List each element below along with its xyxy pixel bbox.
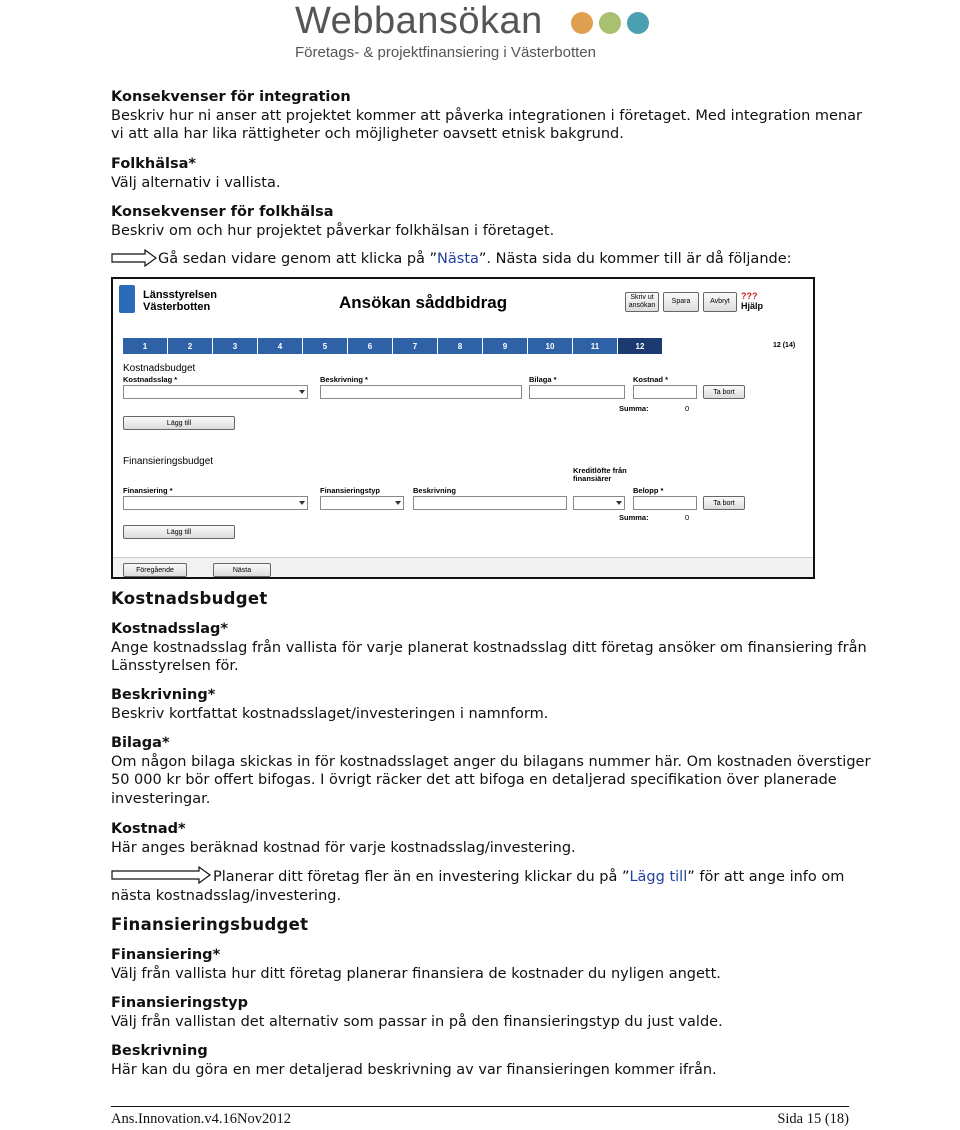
form-title: Ansökan såddbidrag	[339, 293, 508, 312]
summa2-label: Summa:	[619, 513, 649, 522]
logo-dots	[571, 12, 649, 34]
beskrivning2-heading: Beskrivning	[111, 1043, 208, 1059]
lagg-till-button-2[interactable]: Lägg till	[123, 525, 235, 539]
beskrivning-section	[111, 686, 871, 723]
step-tab[interactable]: 10	[528, 338, 572, 354]
konsekvenser-folkhalsa-text: Beskriv om och hur projektet påverkar folkhälsan i företaget.	[111, 222, 555, 239]
footer-page-number: Sida 15 (18)	[777, 1111, 849, 1127]
belopp-input[interactable]	[633, 496, 697, 510]
bilaga-heading: Bilaga*	[111, 735, 170, 751]
summa-label: Summa:	[619, 404, 649, 413]
kostnadsslag-text: Ange kostnadsslag från vallista för varje planerat kostnadsslag ditt företag ansöker om finansiering från Länsstyrelsen för.	[111, 639, 867, 674]
cancel-button[interactable]: Avbryt	[703, 292, 737, 312]
help-label: Hjälp	[741, 301, 764, 311]
step-tab[interactable]: 2	[168, 338, 212, 354]
step-tab[interactable]: 1	[123, 338, 167, 354]
integration-heading: Konsekvenser för integration	[111, 89, 351, 105]
beskrivning2-section	[111, 1042, 871, 1079]
kostnad-section	[111, 820, 871, 857]
kostnadsslag-label: Kostnadsslag *	[123, 375, 178, 384]
finans-section-title: Finansieringsbudget	[123, 456, 214, 467]
logo-title: Webbansökan	[295, 0, 543, 42]
step-tab[interactable]: 9	[483, 338, 527, 354]
finansiering-text: Välj från vallista hur ditt företag planerar finansiera de kostnader du nyligen angett.	[111, 965, 721, 982]
beskrivning2-input[interactable]	[413, 496, 567, 510]
ta-bort-button[interactable]: Ta bort	[703, 385, 745, 399]
folkhalsa-text: Välj alternativ i vallista.	[111, 174, 281, 191]
step-tab[interactable]: 6	[348, 338, 392, 354]
bilaga-label: Bilaga *	[529, 375, 557, 384]
step-tab[interactable]: 4	[258, 338, 302, 354]
next-pre: Gå sedan vidare genom att klicka på ”	[158, 251, 438, 267]
finansiering-select[interactable]	[123, 496, 308, 510]
step-tabs	[123, 338, 796, 354]
help-icon: ???	[741, 291, 758, 301]
org-line2: Västerbotten	[143, 301, 211, 313]
finansiering-label: Finansiering *	[123, 486, 173, 495]
foregaende-button[interactable]: Föregående	[123, 563, 187, 577]
konsekvenser-folkhalsa-heading: Konsekvenser för folkhälsa	[111, 204, 334, 220]
beskrivning2-label: Beskrivning	[413, 486, 456, 495]
print-button[interactable]: Skriv ut ansökan	[625, 292, 659, 312]
embedded-screenshot	[111, 277, 815, 579]
footer-divider	[111, 1106, 849, 1107]
step-tab[interactable]: 3	[213, 338, 257, 354]
finansieringstyp-select[interactable]	[320, 496, 404, 510]
lagg-till-link[interactable]: Lägg till	[629, 869, 688, 885]
logo-dot-orange	[571, 12, 593, 34]
konsekvenser-folkhalsa-section	[111, 203, 871, 240]
finansiering-section	[111, 946, 871, 983]
arrow-icon	[111, 249, 157, 267]
step-tab[interactable]: 11	[573, 338, 617, 354]
lagg-till-instruction	[111, 868, 851, 905]
nasta-link[interactable]: Nästa	[437, 251, 479, 267]
crest-icon	[119, 285, 135, 313]
save-button[interactable]: Spara	[663, 292, 699, 312]
kostnad-label: Kostnad *	[633, 375, 669, 384]
folkhalsa-heading: Folkhälsa*	[111, 156, 196, 172]
logo-dot-green	[599, 12, 621, 34]
step-tab[interactable]: 8	[438, 338, 482, 354]
kreditloften-label: Kreditlöfte från finansiärer	[573, 466, 627, 483]
integration-section	[111, 88, 871, 144]
kreditloften-select[interactable]	[573, 496, 625, 510]
finansieringstyp-section	[111, 994, 871, 1031]
logo-subtitle: Företags- & projektfinansiering i Västerbotten	[295, 44, 596, 61]
lagg-post: ” för att ange info om nästa kostnadsslag/investering.	[111, 869, 845, 904]
bilaga-section	[111, 734, 871, 808]
beskrivning-heading: Beskrivning*	[111, 687, 216, 703]
step-tab[interactable]: 12	[618, 338, 662, 354]
org-line1: Länsstyrelsen	[143, 289, 217, 301]
bilaga-input[interactable]	[529, 385, 625, 399]
next-post: ”. Nästa sida du kommer till är då följande:	[478, 251, 792, 267]
beskrivning2-text: Här kan du göra en mer detaljerad beskrivning av var finansieringen kommer ifrån.	[111, 1061, 717, 1078]
help-button[interactable]	[741, 291, 763, 311]
kostnad-section-title: Kostnadsbudget	[123, 363, 196, 374]
next-instruction	[158, 250, 878, 269]
kostnadsslag-section	[111, 620, 871, 676]
finansiering-heading: Finansiering*	[111, 947, 221, 963]
finansieringsbudget-heading: Finansieringsbudget	[111, 915, 309, 934]
summa2-value: 0	[685, 513, 690, 522]
kostnadsslag-select[interactable]	[123, 385, 308, 399]
ta-bort-button-2[interactable]: Ta bort	[703, 496, 745, 510]
kostnadsbudget-heading: Kostnadsbudget	[111, 589, 268, 608]
kostnadsslag-heading: Kostnadsslag*	[111, 621, 228, 637]
summa-value: 0	[685, 404, 690, 413]
org-name	[143, 289, 217, 313]
beskrivning-input[interactable]	[320, 385, 522, 399]
step-tab[interactable]: 5	[303, 338, 347, 354]
beskrivning-text: Beskriv kortfattat kostnadsslaget/investeringen i namnform.	[111, 705, 549, 722]
kostnad-text: Här anges beräknad kostnad för varje kostnadsslag/investering.	[111, 839, 576, 856]
kostnad-input[interactable]	[633, 385, 697, 399]
beskrivning-label: Beskrivning *	[320, 375, 368, 384]
bilaga-text: Om någon bilaga skickas in för kostnadsslaget anger du bilagans nummer här. Om kostnaden överstiger 50 000 kr bör offert bifogas. I övrigt räcker det att bifoga en detaljerad specifikation över planerade investeringar.	[111, 753, 871, 807]
finansieringstyp-text: Välj från vallistan det alternativ som passar in på den finansieringstyp du just valde.	[111, 1013, 723, 1030]
integration-text: Beskriv hur ni anser att projektet kommer att påverka integrationen i företaget. Med integration menar vi att alla har lika rättigheter och möjligheter oavsett etnisk bakgrund.	[111, 107, 863, 142]
folkhalsa-section	[111, 155, 871, 192]
logo-dot-teal	[627, 12, 649, 34]
step-tab[interactable]: 7	[393, 338, 437, 354]
finansieringstyp-heading: Finansieringstyp	[111, 995, 248, 1011]
belopp-label: Belopp *	[633, 486, 664, 495]
finansieringstyp-label: Finansieringstyp	[320, 486, 381, 495]
lagg-pre: Planerar ditt företag fler än en investering klickar du på ”	[213, 869, 630, 885]
footer-doc-id: Ans.Innovation.v4.16Nov2012	[111, 1111, 292, 1127]
kostnad-heading: Kostnad*	[111, 821, 186, 837]
page-count: 12 (14)	[773, 342, 796, 349]
lagg-till-button[interactable]: Lägg till	[123, 416, 235, 430]
nasta-button[interactable]: Nästa	[213, 563, 271, 577]
